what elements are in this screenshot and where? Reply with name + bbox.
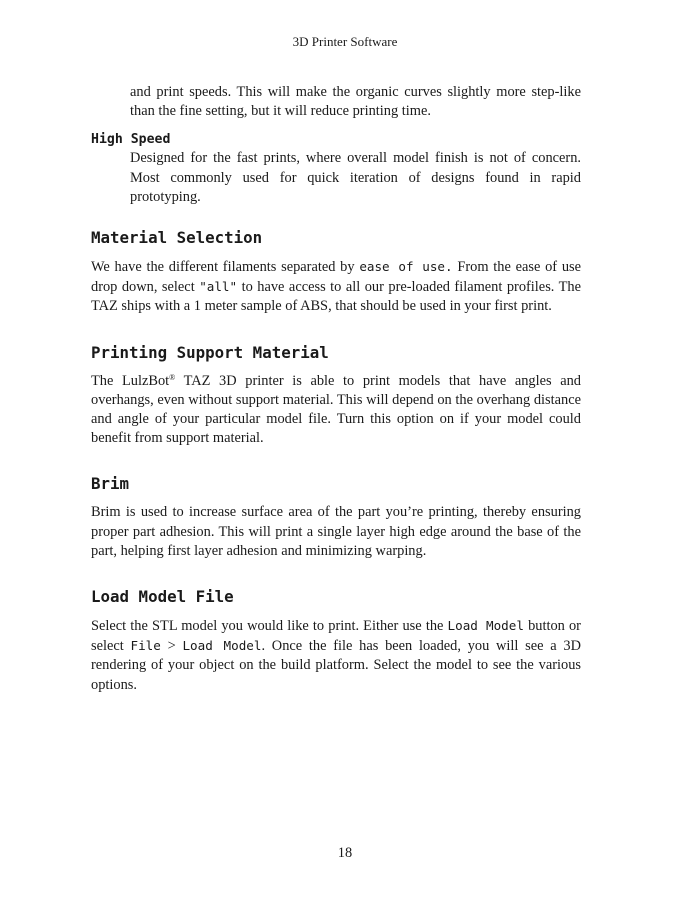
load-code-file: File <box>130 638 161 654</box>
brim-heading: Brim <box>91 474 130 494</box>
material-text-1: We have the different filaments separated by <box>91 259 360 276</box>
support-text-2: TAZ 3D printer is able to print models that have angles and overhangs, even without support material. This will depend on the overhang distance and angle of your particular model file. Turn this option on if your model could benefit from support material. <box>91 372 581 447</box>
load-model-heading: Load Model File <box>91 587 234 607</box>
load-code-load-model-menu: Load Model <box>182 638 262 654</box>
registered-mark: ® <box>169 372 176 382</box>
high-speed-description: Designed for the fast prints, where overall model finish is not of concern. Most commonly used for quick iteration of designs found in rapid prototyping. <box>130 150 581 205</box>
load-model-paragraph <box>91 616 581 695</box>
page-number: 18 <box>337 845 353 861</box>
material-text-3: to have access to all our pre-loaded filament profiles. The TAZ ships with a 1 meter sample of ABS, that should be used in your first print. <box>91 279 581 315</box>
load-text-4: . Once the file has been loaded, you will see a 3D rendering of your object on the build platform. Select the model to see the various options. <box>91 638 582 693</box>
page-content <box>91 83 581 695</box>
load-text-3: > <box>160 638 183 655</box>
support-material-paragraph <box>91 372 581 449</box>
material-code-all: "all" <box>199 279 238 295</box>
load-text-1: Select the STL model you would like to print. Either use the <box>91 618 448 635</box>
material-text-2: From the ease of use drop down, select <box>91 259 581 296</box>
material-selection-heading: Material Selection <box>91 228 263 248</box>
support-text-1: The LulzBot <box>91 372 170 389</box>
material-selection-paragraph <box>91 257 581 317</box>
running-header: 3D Printer Software <box>292 34 398 49</box>
load-code-load-model-button: Load Model <box>447 618 524 634</box>
support-material-heading: Printing Support Material <box>91 342 329 362</box>
high-speed-term: High Speed <box>91 132 171 148</box>
load-text-2: button or select <box>91 618 581 655</box>
brim-paragraph: Brim is used to increase surface area of the part you’re printing, thereby ensuring proper part adhesion. This will print a single layer high edge around the base of the part, helping first layer adhesion and minimizing warping. <box>91 504 581 559</box>
material-code-ease-of-use: ease of use. <box>359 259 453 275</box>
continuation-paragraph: and print speeds. This will make the organic curves slightly more step-like than the fine setting, but it will reduce printing time. <box>130 84 581 120</box>
